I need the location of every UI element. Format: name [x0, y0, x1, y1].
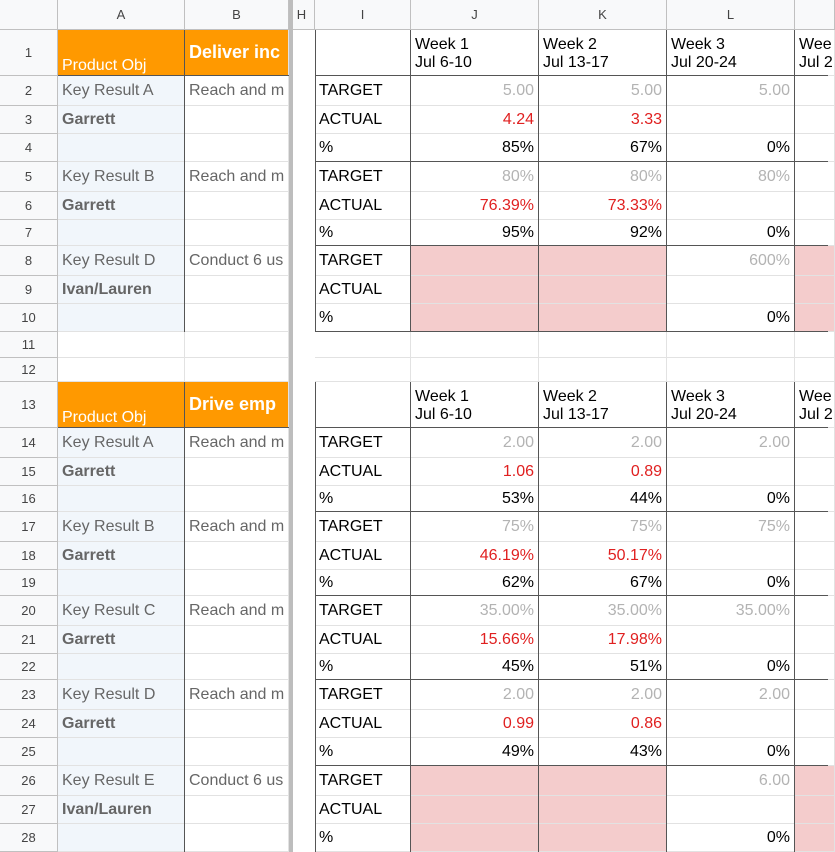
- actual-value[interactable]: [411, 796, 539, 824]
- cell-partial[interactable]: [795, 542, 835, 570]
- key-result-owner[interactable]: Ivan/Lauren: [58, 276, 185, 304]
- actual-value[interactable]: [667, 192, 795, 220]
- cell-empty[interactable]: [185, 570, 289, 596]
- target-value[interactable]: 5.00: [667, 76, 795, 106]
- key-result-description[interactable]: Reach and m: [185, 76, 289, 106]
- cell-partial[interactable]: [795, 76, 835, 106]
- target-value[interactable]: 600%: [667, 246, 795, 276]
- week-header[interactable]: Wee Jul 2: [795, 30, 835, 76]
- cell-partial[interactable]: [795, 106, 835, 134]
- target-value[interactable]: [411, 766, 539, 796]
- row-header-21[interactable]: 21: [0, 626, 58, 654]
- cell-empty[interactable]: [185, 192, 289, 220]
- cell-partial[interactable]: [795, 680, 835, 710]
- cell-partial[interactable]: [795, 796, 835, 824]
- cell-empty[interactable]: [58, 358, 185, 382]
- row-label-pct[interactable]: %: [315, 738, 411, 766]
- row-label-pct[interactable]: %: [315, 570, 411, 596]
- cell-empty[interactable]: [411, 358, 539, 382]
- row-label-pct[interactable]: %: [315, 134, 411, 162]
- key-result-name[interactable]: Key Result E: [58, 766, 185, 796]
- row-header-17[interactable]: 17: [0, 512, 58, 542]
- target-value[interactable]: 5.00: [411, 76, 539, 106]
- header-border: [58, 427, 289, 428]
- cell-empty[interactable]: [185, 542, 289, 570]
- cell-partial[interactable]: [795, 824, 835, 852]
- cell-empty[interactable]: [185, 796, 289, 824]
- key-result-name[interactable]: Key Result A: [58, 76, 185, 106]
- actual-value[interactable]: 46.19%: [411, 542, 539, 570]
- row-header-28[interactable]: 28: [0, 824, 58, 852]
- row-label-actual[interactable]: ACTUAL: [315, 106, 411, 134]
- key-result-owner[interactable]: Ivan/Lauren: [58, 796, 185, 824]
- block-border-bottom: [315, 331, 828, 332]
- key-result-owner[interactable]: Garrett: [58, 542, 185, 570]
- target-value[interactable]: 80%: [411, 162, 539, 192]
- row-label-target[interactable]: TARGET: [315, 766, 411, 796]
- pct-value[interactable]: [411, 304, 539, 332]
- cell-partial[interactable]: [795, 596, 835, 626]
- target-value[interactable]: 35.00%: [539, 596, 667, 626]
- row-header-2[interactable]: 2: [0, 76, 58, 106]
- target-value[interactable]: 2.00: [667, 680, 795, 710]
- cell-partial[interactable]: [795, 162, 835, 192]
- actual-value[interactable]: 4.24: [411, 106, 539, 134]
- column-header-b[interactable]: B: [185, 0, 289, 30]
- row-label-actual[interactable]: ACTUAL: [315, 542, 411, 570]
- cell-partial[interactable]: [795, 134, 835, 162]
- pct-value[interactable]: [411, 824, 539, 852]
- cell-empty[interactable]: [185, 358, 289, 382]
- actual-value[interactable]: 50.17%: [539, 542, 667, 570]
- target-value[interactable]: 75%: [667, 512, 795, 542]
- row-label-pct[interactable]: %: [315, 304, 411, 332]
- cell-empty[interactable]: [315, 358, 411, 382]
- pct-value[interactable]: [539, 304, 667, 332]
- target-value[interactable]: 6.00: [667, 766, 795, 796]
- row-header-23[interactable]: 23: [0, 680, 58, 710]
- cell-partial[interactable]: [795, 738, 835, 766]
- kr-group-border: [315, 427, 828, 428]
- row-header-18[interactable]: 18: [0, 542, 58, 570]
- pct-value[interactable]: [539, 824, 667, 852]
- column-header-a[interactable]: A: [58, 0, 185, 30]
- col-b-border: [184, 30, 185, 332]
- actual-value[interactable]: [667, 796, 795, 824]
- actual-value[interactable]: [539, 796, 667, 824]
- pct-value[interactable]: 0%: [667, 654, 795, 680]
- pct-value[interactable]: 53%: [411, 486, 539, 512]
- block-border-inner: [410, 382, 411, 852]
- target-value[interactable]: 2.00: [539, 428, 667, 458]
- cell-empty[interactable]: [185, 276, 289, 304]
- week-header[interactable]: Week 3 Jul 20-24: [667, 30, 795, 76]
- actual-value[interactable]: 73.33%: [539, 192, 667, 220]
- pct-value[interactable]: 0%: [667, 134, 795, 162]
- actual-value[interactable]: [411, 276, 539, 304]
- key-result-description[interactable]: Reach and m: [185, 596, 289, 626]
- cell-partial[interactable]: [795, 276, 835, 304]
- week-header[interactable]: Week 2 Jul 13-17: [539, 382, 667, 428]
- target-value[interactable]: 2.00: [667, 428, 795, 458]
- row-header-11[interactable]: 11: [0, 332, 58, 358]
- week-header[interactable]: Week 3 Jul 20-24: [667, 382, 795, 428]
- key-result-owner[interactable]: Garrett: [58, 106, 185, 134]
- key-result-name[interactable]: Key Result A: [58, 428, 185, 458]
- row-header-16[interactable]: 16: [0, 486, 58, 512]
- product-obj-label[interactable]: Product Obj: [58, 382, 185, 428]
- cell-partial[interactable]: [795, 458, 835, 486]
- pct-value[interactable]: 49%: [411, 738, 539, 766]
- pct-value[interactable]: 0%: [667, 486, 795, 512]
- pct-value[interactable]: 43%: [539, 738, 667, 766]
- row-header-12[interactable]: 12: [0, 358, 58, 382]
- target-value[interactable]: 75%: [411, 512, 539, 542]
- row-header-24[interactable]: 24: [0, 710, 58, 738]
- row-header-13[interactable]: 13: [0, 382, 58, 428]
- cell-partial[interactable]: [795, 710, 835, 738]
- key-result-description[interactable]: Reach and m: [185, 512, 289, 542]
- kr-group-border: [315, 511, 828, 512]
- pct-value[interactable]: 44%: [539, 486, 667, 512]
- row-header-27[interactable]: 27: [0, 796, 58, 824]
- cell-empty[interactable]: [795, 332, 835, 358]
- actual-value[interactable]: [667, 106, 795, 134]
- row-label-target[interactable]: TARGET: [315, 512, 411, 542]
- target-value[interactable]: 75%: [539, 512, 667, 542]
- row-label-pct[interactable]: %: [315, 824, 411, 852]
- week-header[interactable]: Week 1 Jul 6-10: [411, 30, 539, 76]
- column-header-i[interactable]: I: [315, 0, 411, 30]
- row-label-actual[interactable]: ACTUAL: [315, 276, 411, 304]
- row-label-actual[interactable]: ACTUAL: [315, 626, 411, 654]
- cell-empty[interactable]: [185, 106, 289, 134]
- kr-group-border: [315, 245, 828, 246]
- cell-empty[interactable]: [58, 738, 185, 766]
- row-label-actual[interactable]: ACTUAL: [315, 192, 411, 220]
- kr-group-border: [315, 679, 828, 680]
- actual-value[interactable]: 0.86: [539, 710, 667, 738]
- row-label-target[interactable]: TARGET: [315, 246, 411, 276]
- row-label-actual[interactable]: ACTUAL: [315, 710, 411, 738]
- week-header[interactable]: Week 2 Jul 13-17: [539, 30, 667, 76]
- key-result-owner[interactable]: Garrett: [58, 192, 185, 220]
- header-border: [58, 75, 289, 76]
- row-header-6[interactable]: 6: [0, 192, 58, 220]
- objective-title[interactable]: Deliver inc: [185, 30, 289, 76]
- kr-group-border: [315, 75, 828, 76]
- cell-empty[interactable]: [667, 332, 795, 358]
- key-result-description[interactable]: Conduct 6 us: [185, 766, 289, 796]
- block-border-inner: [538, 382, 539, 852]
- target-value[interactable]: 80%: [667, 162, 795, 192]
- product-obj-label[interactable]: Product Obj: [58, 30, 185, 76]
- pct-value[interactable]: 0%: [667, 304, 795, 332]
- pct-value[interactable]: 0%: [667, 220, 795, 246]
- key-result-name[interactable]: Key Result B: [58, 162, 185, 192]
- row-label-target[interactable]: TARGET: [315, 428, 411, 458]
- key-result-name[interactable]: Key Result C: [58, 596, 185, 626]
- target-value[interactable]: [411, 246, 539, 276]
- actual-value[interactable]: [667, 710, 795, 738]
- target-value[interactable]: 2.00: [411, 428, 539, 458]
- actual-value[interactable]: [667, 276, 795, 304]
- kr-group-border: [315, 765, 828, 766]
- row-header-26[interactable]: 26: [0, 766, 58, 796]
- actual-value[interactable]: 1.06: [411, 458, 539, 486]
- column-header-k[interactable]: K: [539, 0, 667, 30]
- cell-empty[interactable]: [58, 486, 185, 512]
- pct-value[interactable]: 0%: [667, 738, 795, 766]
- cell-empty[interactable]: [58, 824, 185, 852]
- cell-empty[interactable]: [185, 458, 289, 486]
- cell-empty[interactable]: [667, 358, 795, 382]
- row-label-pct[interactable]: %: [315, 486, 411, 512]
- actual-value[interactable]: 17.98%: [539, 626, 667, 654]
- pct-value[interactable]: 92%: [539, 220, 667, 246]
- cell-partial[interactable]: [795, 766, 835, 796]
- block-border-left: [315, 382, 316, 852]
- key-result-name[interactable]: Key Result B: [58, 512, 185, 542]
- cell-partial[interactable]: [795, 626, 835, 654]
- row-label-pct[interactable]: %: [315, 220, 411, 246]
- target-value[interactable]: 35.00%: [411, 596, 539, 626]
- row-header-4[interactable]: 4: [0, 134, 58, 162]
- row-label-actual[interactable]: ACTUAL: [315, 458, 411, 486]
- target-value[interactable]: [539, 766, 667, 796]
- cell-empty[interactable]: [185, 738, 289, 766]
- cell-partial[interactable]: [795, 428, 835, 458]
- cell-empty[interactable]: [411, 332, 539, 358]
- cell-empty[interactable]: [539, 358, 667, 382]
- cell-empty[interactable]: [795, 358, 835, 382]
- cell-empty[interactable]: [58, 304, 185, 332]
- cell-partial[interactable]: [795, 570, 835, 596]
- column-header-l[interactable]: L: [667, 0, 795, 30]
- row-header-15[interactable]: 15: [0, 458, 58, 486]
- actual-value[interactable]: [539, 276, 667, 304]
- actual-value[interactable]: [667, 626, 795, 654]
- actual-value[interactable]: [667, 542, 795, 570]
- row-header-14[interactable]: 14: [0, 428, 58, 458]
- cell-empty[interactable]: [315, 332, 411, 358]
- column-header-m[interactable]: [795, 0, 835, 30]
- cell-empty[interactable]: [185, 332, 289, 358]
- cell-partial[interactable]: [795, 486, 835, 512]
- cell-empty[interactable]: [58, 332, 185, 358]
- key-result-name[interactable]: Key Result D: [58, 246, 185, 276]
- target-value[interactable]: 35.00%: [667, 596, 795, 626]
- cell-empty[interactable]: [185, 710, 289, 738]
- row-label-target[interactable]: TARGET: [315, 680, 411, 710]
- actual-value[interactable]: 3.33: [539, 106, 667, 134]
- week-header[interactable]: Week 1 Jul 6-10: [411, 382, 539, 428]
- column-header-j[interactable]: J: [411, 0, 539, 30]
- target-value[interactable]: 5.00: [539, 76, 667, 106]
- actual-value[interactable]: 15.66%: [411, 626, 539, 654]
- actual-value[interactable]: 0.99: [411, 710, 539, 738]
- row-label-target[interactable]: TARGET: [315, 76, 411, 106]
- cell-partial[interactable]: [795, 246, 835, 276]
- cell-partial[interactable]: [795, 512, 835, 542]
- block-border-inner: [794, 382, 795, 852]
- pct-value[interactable]: 45%: [411, 654, 539, 680]
- target-value[interactable]: 80%: [539, 162, 667, 192]
- key-result-owner[interactable]: Garrett: [58, 710, 185, 738]
- actual-value[interactable]: 0.89: [539, 458, 667, 486]
- target-value[interactable]: 2.00: [539, 680, 667, 710]
- pct-value[interactable]: 67%: [539, 570, 667, 596]
- row-label-target[interactable]: TARGET: [315, 162, 411, 192]
- row-header-20[interactable]: 20: [0, 596, 58, 626]
- pct-value[interactable]: 0%: [667, 570, 795, 596]
- row-label-pct[interactable]: %: [315, 654, 411, 680]
- header-blank[interactable]: [315, 382, 411, 428]
- kr-group-border: [315, 595, 828, 596]
- key-result-description[interactable]: Reach and m: [185, 680, 289, 710]
- cell-empty[interactable]: [539, 332, 667, 358]
- row-header-25[interactable]: 25: [0, 738, 58, 766]
- column-header-h[interactable]: H: [289, 0, 315, 30]
- target-value[interactable]: [539, 246, 667, 276]
- cell-empty[interactable]: [58, 220, 185, 246]
- pct-value[interactable]: 0%: [667, 824, 795, 852]
- row-header-22[interactable]: 22: [0, 654, 58, 680]
- select-all-corner[interactable]: [0, 0, 58, 30]
- cell-empty[interactable]: [58, 570, 185, 596]
- row-header-3[interactable]: 3: [0, 106, 58, 134]
- pct-value[interactable]: 67%: [539, 134, 667, 162]
- row-label-target[interactable]: TARGET: [315, 596, 411, 626]
- key-result-owner[interactable]: Garrett: [58, 626, 185, 654]
- cell-empty[interactable]: [185, 220, 289, 246]
- pct-value[interactable]: 62%: [411, 570, 539, 596]
- kr-group-border: [315, 161, 828, 162]
- cell-empty[interactable]: [185, 626, 289, 654]
- pct-value[interactable]: 51%: [539, 654, 667, 680]
- row-header-8[interactable]: 8: [0, 246, 58, 276]
- cell-empty[interactable]: [185, 304, 289, 332]
- objective-title[interactable]: Drive emp: [185, 382, 289, 428]
- cell-partial[interactable]: [795, 192, 835, 220]
- cell-empty[interactable]: [185, 824, 289, 852]
- actual-value[interactable]: [667, 458, 795, 486]
- week-header[interactable]: Wee Jul 2: [795, 382, 835, 428]
- cell-empty[interactable]: [58, 134, 185, 162]
- cell-empty[interactable]: [58, 654, 185, 680]
- cell-partial[interactable]: [795, 654, 835, 680]
- cell-partial[interactable]: [795, 220, 835, 246]
- key-result-description[interactable]: Reach and m: [185, 162, 289, 192]
- row-header-9[interactable]: 9: [0, 276, 58, 304]
- key-result-owner[interactable]: Garrett: [58, 458, 185, 486]
- row-header-10[interactable]: 10: [0, 304, 58, 332]
- col-b-border: [184, 382, 185, 852]
- cell-empty[interactable]: [185, 654, 289, 680]
- row-label-actual[interactable]: ACTUAL: [315, 796, 411, 824]
- row-header-19[interactable]: 19: [0, 570, 58, 596]
- pct-value[interactable]: 95%: [411, 220, 539, 246]
- key-result-description[interactable]: Conduct 6 us: [185, 246, 289, 276]
- block-border-inner: [666, 382, 667, 852]
- frozen-column-divider[interactable]: [289, 0, 293, 852]
- cell-empty[interactable]: [185, 134, 289, 162]
- row-header-7[interactable]: 7: [0, 220, 58, 246]
- target-value[interactable]: 2.00: [411, 680, 539, 710]
- pct-value[interactable]: 85%: [411, 134, 539, 162]
- actual-value[interactable]: 76.39%: [411, 192, 539, 220]
- header-blank[interactable]: [315, 30, 411, 76]
- row-header-5[interactable]: 5: [0, 162, 58, 192]
- row-header-1[interactable]: 1: [0, 30, 58, 76]
- cell-partial[interactable]: [795, 304, 835, 332]
- cell-empty[interactable]: [185, 486, 289, 512]
- key-result-name[interactable]: Key Result D: [58, 680, 185, 710]
- key-result-description[interactable]: Reach and m: [185, 428, 289, 458]
